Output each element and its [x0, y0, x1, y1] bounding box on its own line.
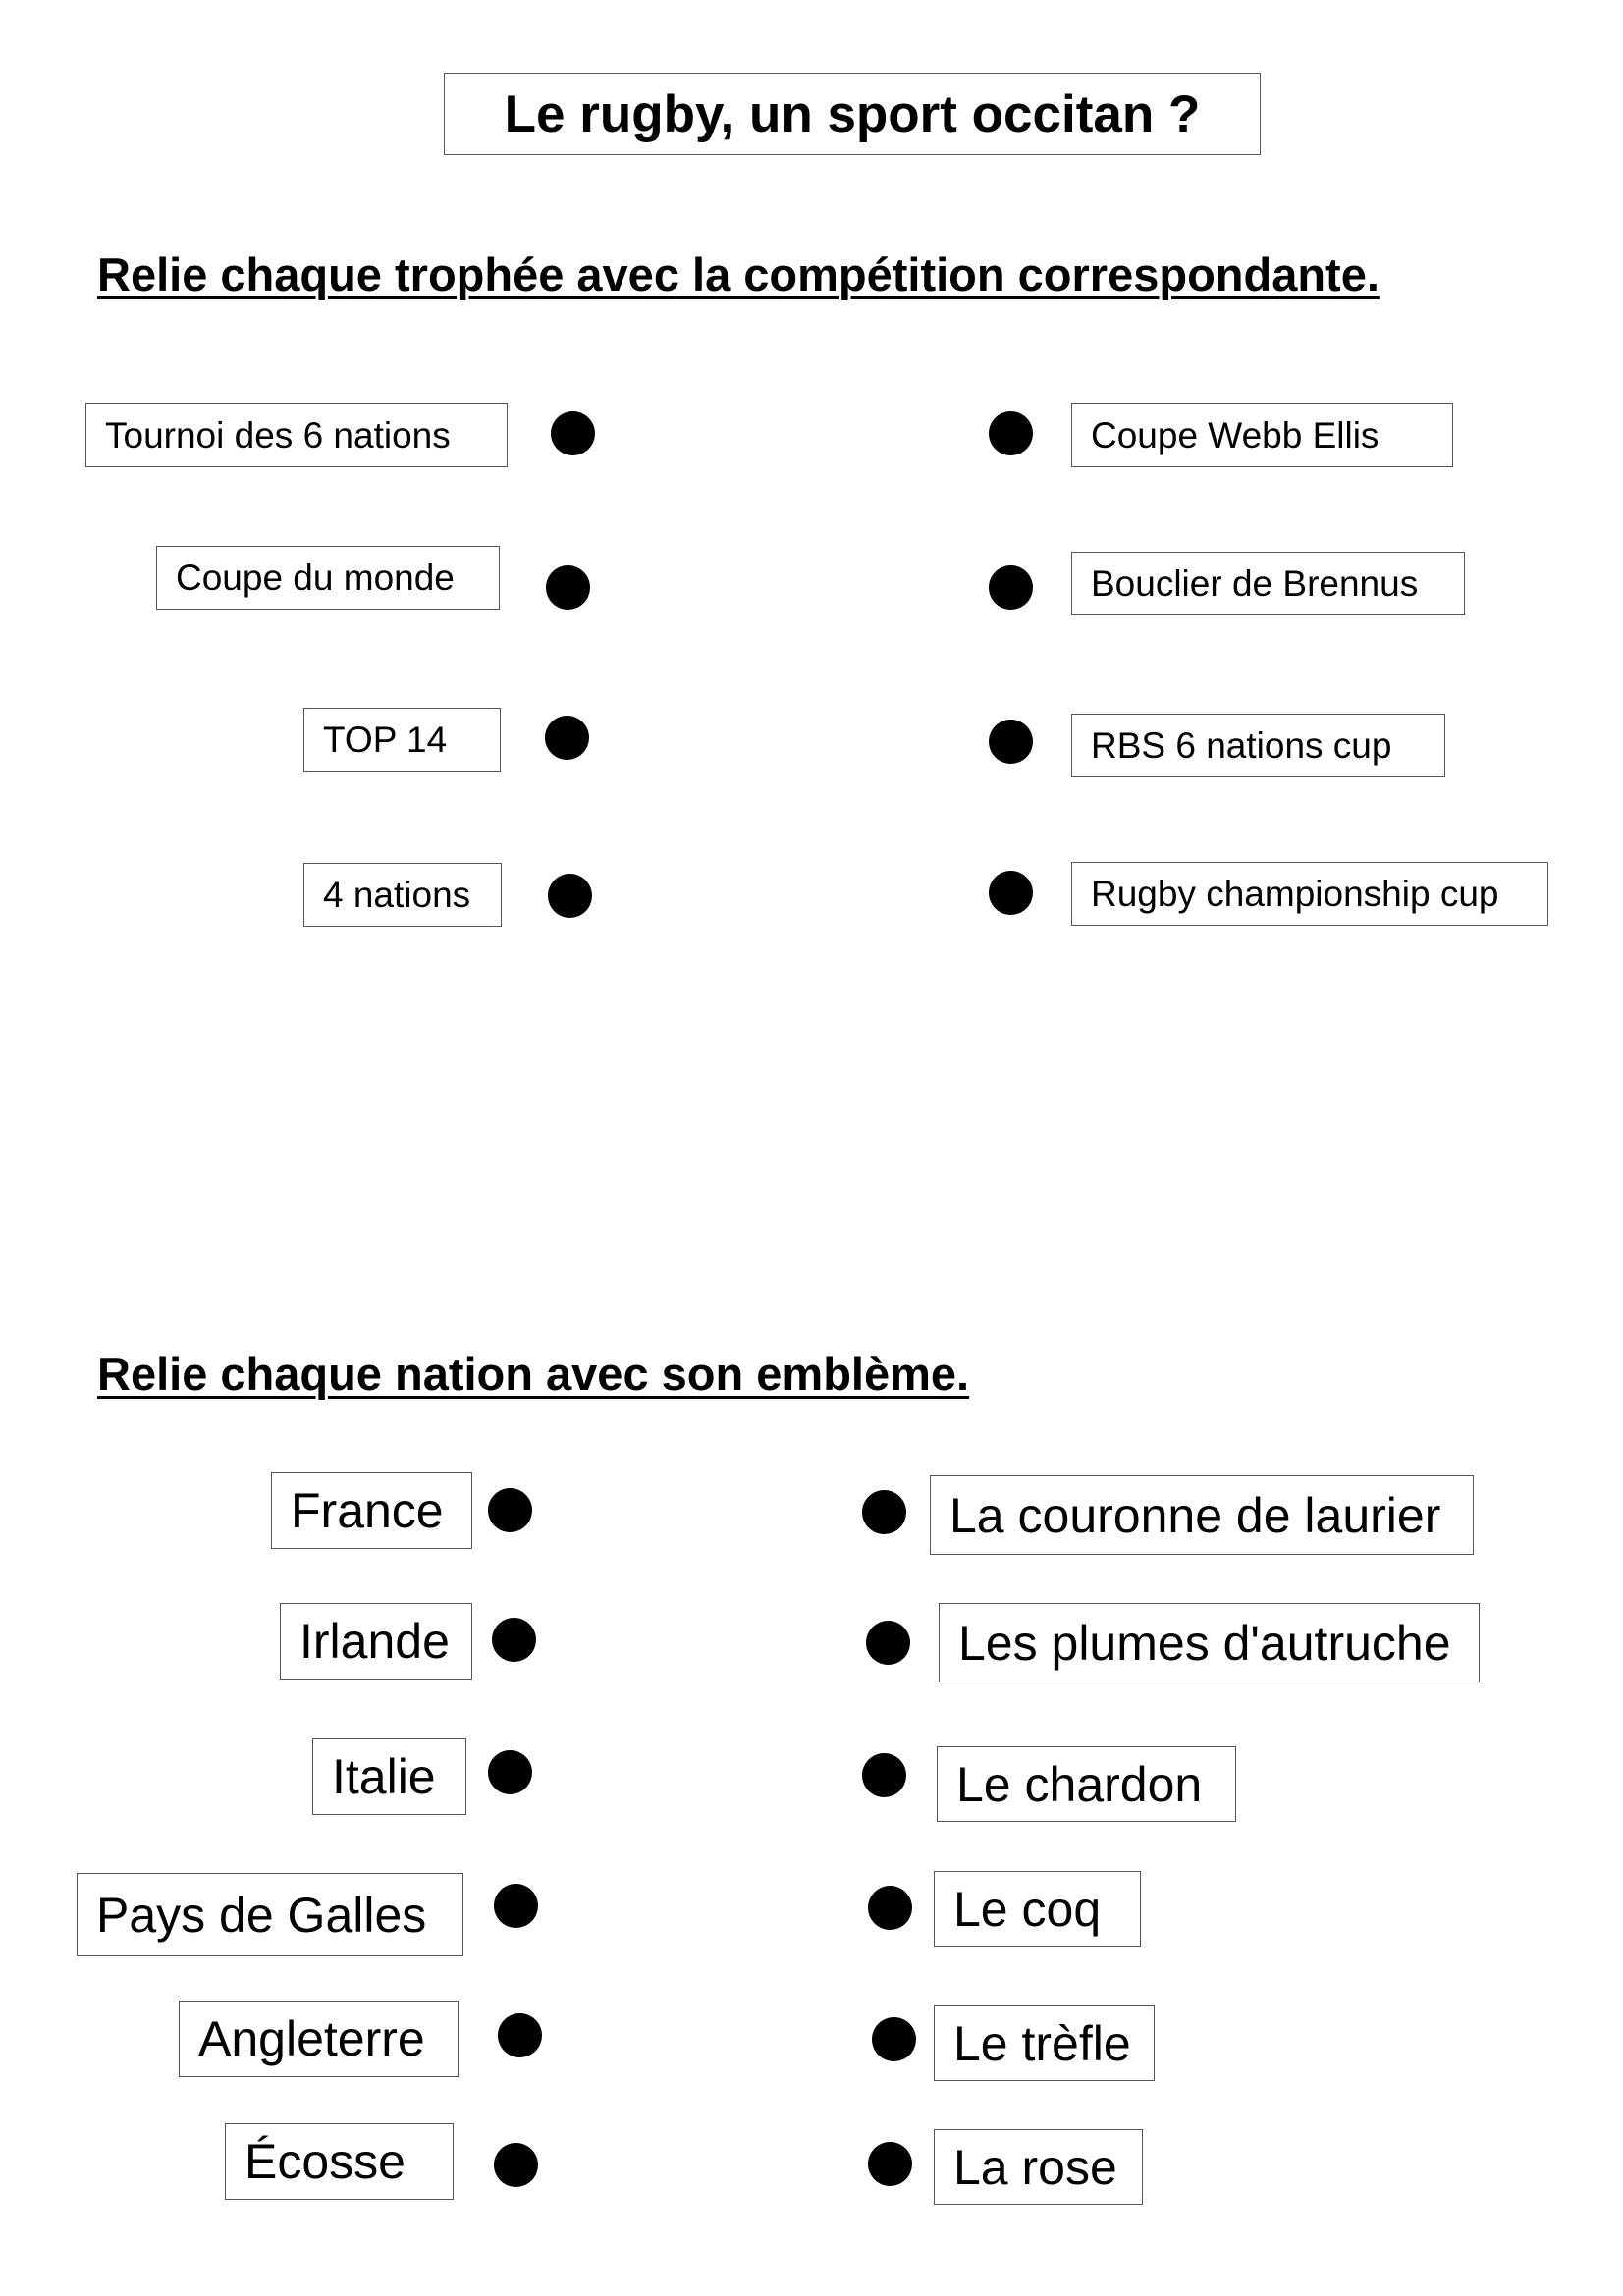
nation-box: France: [271, 1472, 472, 1549]
section-1-heading: Relie chaque trophée avec la compétition correspondante.: [97, 248, 1380, 300]
match-dot[interactable]: [494, 2143, 538, 2187]
match-dot[interactable]: [868, 2142, 912, 2186]
match-dot[interactable]: [989, 565, 1033, 610]
competition-box: 4 nations: [303, 863, 502, 927]
emblem-box: La rose: [934, 2129, 1143, 2205]
match-dot[interactable]: [551, 411, 595, 455]
emblem-box: Les plumes d'autruche: [939, 1603, 1480, 1682]
match-dot[interactable]: [548, 874, 592, 918]
trophy-box: Coupe Webb Ellis: [1071, 403, 1453, 467]
nation-box: Italie: [312, 1738, 466, 1815]
match-dot[interactable]: [488, 1750, 532, 1794]
nation-box: Pays de Galles: [77, 1873, 463, 1956]
match-dot[interactable]: [989, 720, 1033, 764]
section-2-heading: Relie chaque nation avec son emblème.: [97, 1348, 970, 1400]
competition-box: Tournoi des 6 nations: [85, 403, 508, 467]
nation-box: Angleterre: [179, 2001, 459, 2077]
trophy-box: Bouclier de Brennus: [1071, 552, 1465, 615]
emblem-box: La couronne de laurier: [930, 1475, 1474, 1555]
nation-box: Écosse: [225, 2123, 454, 2200]
match-dot[interactable]: [868, 1886, 912, 1930]
trophy-box: Rugby championship cup: [1071, 862, 1548, 926]
nation-box: Irlande: [280, 1603, 472, 1680]
match-dot[interactable]: [872, 2017, 916, 2061]
page-title: Le rugby, un sport occitan ?: [444, 73, 1261, 155]
competition-box: Coupe du monde: [156, 546, 500, 610]
competition-box: TOP 14: [303, 708, 501, 772]
trophy-box: RBS 6 nations cup: [1071, 714, 1445, 777]
emblem-box: Le coq: [934, 1871, 1141, 1947]
match-dot[interactable]: [498, 2013, 542, 2057]
match-dot[interactable]: [494, 1884, 538, 1928]
match-dot[interactable]: [989, 411, 1033, 455]
match-dot[interactable]: [866, 1621, 910, 1665]
match-dot[interactable]: [545, 716, 589, 760]
match-dot[interactable]: [492, 1618, 536, 1662]
match-dot[interactable]: [862, 1753, 906, 1797]
match-dot[interactable]: [488, 1488, 532, 1532]
emblem-box: Le trèfle: [934, 2005, 1155, 2081]
match-dot[interactable]: [989, 871, 1033, 915]
emblem-box: Le chardon: [937, 1746, 1236, 1822]
match-dot[interactable]: [546, 565, 590, 610]
match-dot[interactable]: [862, 1490, 906, 1534]
